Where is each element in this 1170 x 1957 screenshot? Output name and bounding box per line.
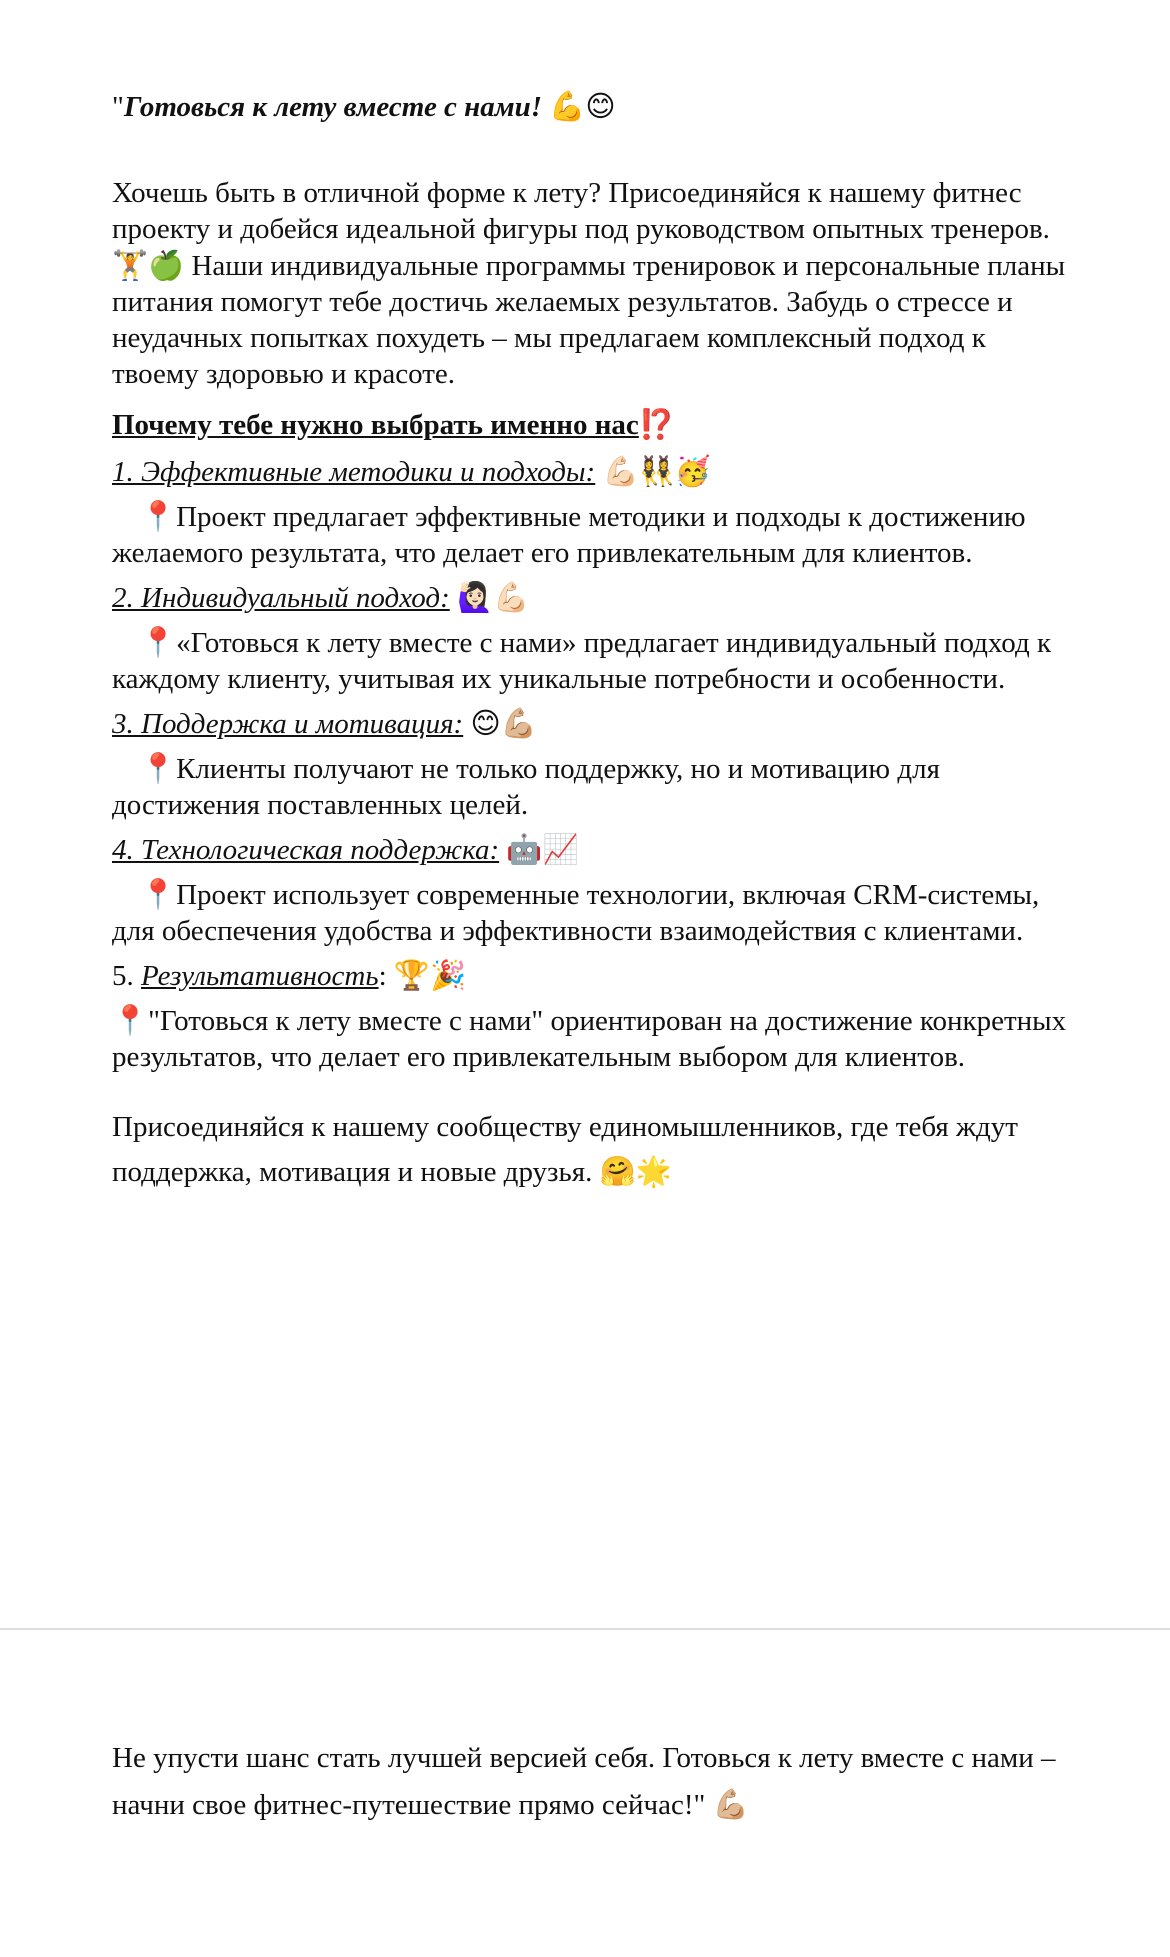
flexed-biceps-smile-emoji-icon: 💪😊 — [549, 89, 616, 123]
trophy-party-popper-emoji-icon: 🏆🎉 — [393, 958, 467, 992]
item-text-5 — [112, 1002, 1067, 1075]
item-description: Проект использует современные технологии, включая CRM-системы, для обеспечения удобства и эффективности взаимодействия с клиентами. — [112, 879, 1040, 947]
pin-icon: 📍 — [140, 877, 177, 911]
item-number: 5. — [112, 960, 134, 992]
pin-icon: 📍 — [140, 751, 177, 785]
intro-paragraph — [112, 175, 1067, 392]
hug-star-emoji-icon: 🤗🌟 — [599, 1154, 672, 1188]
section-heading — [112, 406, 1067, 443]
item-heading-text: 2. Индивидуальный подход: — [112, 582, 450, 614]
exclamation-question-emoji-icon: ⁉️ — [638, 407, 675, 441]
title-text: Готовься к лету вместе с нами! — [123, 91, 543, 123]
person-raising-hand-biceps-emoji-icon: 🙋🏻‍♀️💪🏻 — [457, 580, 530, 614]
item-heading-1 — [112, 453, 1067, 490]
intro-text-part1: Хочешь быть в отличной форме к лету? Присоединяйся к нашему фитнес проекту и добейся идеальной фигуры под руководством опытных тренеров. — [112, 177, 1050, 245]
pin-icon: 📍 — [112, 1003, 149, 1037]
item-text-4 — [112, 876, 1067, 949]
title-quote: " — [112, 91, 124, 123]
closing-paragraph — [112, 1105, 1067, 1194]
flexed-biceps-emoji-icon: 💪🏼 — [712, 1787, 749, 1821]
intro-text-part2: Наши индивидуальные программы тренировок и персональные планы питания помогут тебе достичь желаемых результатов. Забудь о стрессе и неудачных попытках похудеть – мы предлагаем комплексный подход к твоему здоровью и красоте. — [112, 250, 1066, 390]
item-heading-3 — [112, 705, 1067, 742]
final-paragraph — [112, 1735, 1067, 1828]
item-text-2 — [112, 624, 1067, 697]
section-heading-text: Почему тебе нужно выбрать именно нас — [112, 409, 639, 441]
pin-icon: 📍 — [140, 499, 177, 533]
pin-icon: 📍 — [140, 625, 177, 659]
item-heading-colon: : — [378, 960, 387, 992]
item-heading-4 — [112, 831, 1067, 868]
item-heading-text: 1. Эффективные методики и подходы: — [112, 456, 596, 488]
final-text: Не упусти шанс стать лучшей версией себя. Готовься к лету вместе с нами – начни свое фитнес-путешествие прямо сейчас!" — [112, 1742, 1056, 1821]
weightlifter-apple-emoji-icon: 🏋️🍏 — [112, 248, 185, 282]
document-content — [112, 88, 1067, 1194]
robot-chart-emoji-icon: 🤖📈 — [506, 832, 579, 866]
item-text-1 — [112, 498, 1067, 571]
item-text-3 — [112, 750, 1067, 823]
item-description: «Готовься к лету вместе с нами» предлагает индивидуальный подход к каждому клиенту, учитывая их уникальные потребности и особенности. — [112, 627, 1052, 695]
item-description: "Готовься к лету вместе с нами" ориентирован на достижение конкретных результатов, что делает его привлекательным выбором для клиентов. — [112, 1005, 1067, 1073]
item-heading-text: 4. Технологическая поддержка: — [112, 834, 500, 866]
item-heading-2 — [112, 579, 1067, 616]
page-break-divider — [0, 1628, 1170, 1630]
item-heading-5 — [112, 957, 1067, 994]
document-title — [112, 88, 1067, 125]
smile-biceps-emoji-icon: 😊💪🏼 — [470, 706, 537, 740]
item-heading-text: 3. Поддержка и мотивация: — [112, 708, 464, 740]
closing-text: Присоединяйся к нашему сообществу единомышленников, где тебя ждут поддержка, мотивация и новые друзья. — [112, 1111, 1018, 1188]
item-description: Проект предлагает эффективные методики и подходы к достижению желаемого результата, что делает его привлекательным для клиентов. — [112, 501, 1026, 569]
item-description: Клиенты получают не только поддержку, но и мотивацию для достижения поставленных целей. — [112, 753, 940, 821]
item-heading-text: Результативность — [141, 960, 379, 992]
biceps-dancers-party-emoji-icon: 💪🏻👯‍♀️🥳 — [602, 454, 711, 488]
